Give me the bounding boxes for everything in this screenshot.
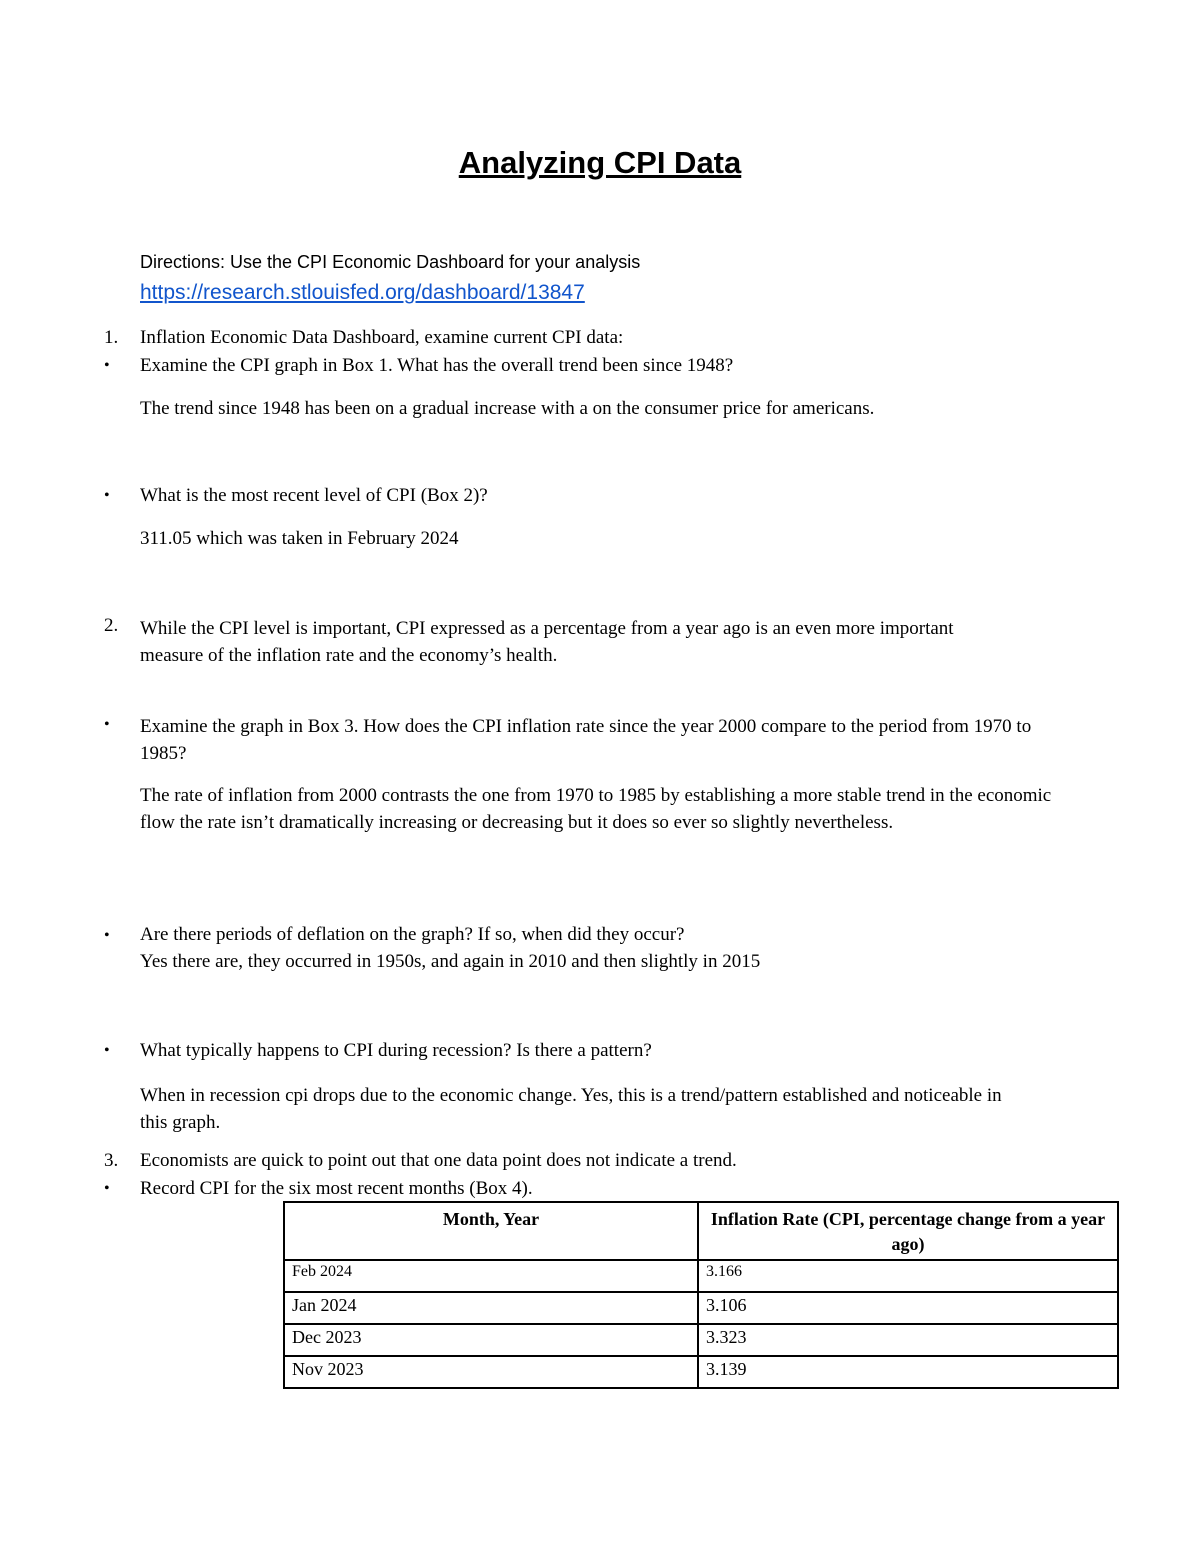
directions: Directions: Use the CPI Economic Dashboard for your analysis: [140, 252, 641, 272]
table-row: [284, 1260, 1118, 1292]
q1-bullet-1: Examine the CPI graph in Box 1. What has the overall trend been since 1948?: [140, 355, 734, 376]
q1-bullet-2: What is the most recent level of CPI (Box 2)?: [140, 485, 488, 506]
dashboard-link[interactable]: https://research.stlouisfed.org/dashboard/13847: [140, 281, 585, 304]
q1-answer-1: The trend since 1948 has been on a gradual increase with a on the consumer price for americans.: [140, 398, 875, 419]
bullet-icon: •: [104, 1042, 110, 1059]
cell-month: Nov 2023: [284, 1356, 698, 1388]
cell-month: Jan 2024: [284, 1292, 698, 1324]
bullet-icon: •: [104, 487, 110, 504]
cell-month: Dec 2023: [284, 1324, 698, 1356]
cell-rate: 3.323: [698, 1324, 1118, 1356]
q2-bullet-3: What typically happens to CPI during recession? Is there a pattern?: [140, 1040, 652, 1061]
cell-month: Feb 2024: [284, 1260, 698, 1292]
table-row: [284, 1356, 1118, 1388]
table-row: [284, 1324, 1118, 1356]
q2-bullet-2: Are there periods of deflation on the graph? If so, when did they occur?: [140, 924, 685, 945]
q2-text: While the CPI level is important, CPI expressed as a percentage from a year ago is an even more important measure of the inflation rate and the economy’s health.: [140, 618, 954, 666]
column-header-month: Month, Year: [284, 1202, 698, 1260]
bullet-icon: •: [104, 716, 110, 733]
q2-answer-2: Yes there are, they occurred in 1950s, and again in 2010 and then slightly in 2015: [140, 951, 761, 972]
cpi-table: [283, 1201, 1119, 1389]
column-header-inflation-rate: Inflation Rate (CPI, percentage change from a year ago): [698, 1202, 1118, 1260]
q1-answer-2: 311.05 which was taken in February 2024: [140, 528, 459, 549]
q3-number: 3.: [104, 1150, 119, 1171]
q2-bullet-1: Examine the graph in Box 3. How does the CPI inflation rate since the year 2000 compare to the period from 1970 to 1985?: [140, 716, 1032, 764]
table-header-row: [284, 1202, 1118, 1260]
table-row: [284, 1292, 1118, 1324]
q3-bullet-1: Record CPI for the six most recent months (Box 4).: [140, 1178, 533, 1199]
q1-number: 1.: [104, 327, 119, 348]
q2-answer-3: When in recession cpi drops due to the economic change. Yes, this is a trend/pattern established and noticeable in this graph.: [140, 1085, 1002, 1133]
q1-text: Inflation Economic Data Dashboard, examine current CPI data:: [140, 327, 624, 348]
bullet-icon: •: [104, 357, 110, 374]
cell-rate: 3.106: [698, 1292, 1118, 1324]
bullet-icon: •: [104, 1180, 110, 1197]
page-title: Analyzing CPI Data: [458, 145, 742, 180]
q2-answer-1: The rate of inflation from 2000 contrasts the one from 1970 to 1985 by establishing a more stable trend in the economic flow the rate isn’t dramatically increasing or decreasing but it does so ever so slightly nevertheless.: [140, 785, 1052, 833]
bullet-icon: •: [104, 927, 110, 944]
cell-rate: 3.139: [698, 1356, 1118, 1388]
cell-rate: 3.166: [698, 1260, 1118, 1292]
q2-number: 2.: [104, 615, 119, 636]
q3-text: Economists are quick to point out that one data point does not indicate a trend.: [140, 1150, 737, 1171]
